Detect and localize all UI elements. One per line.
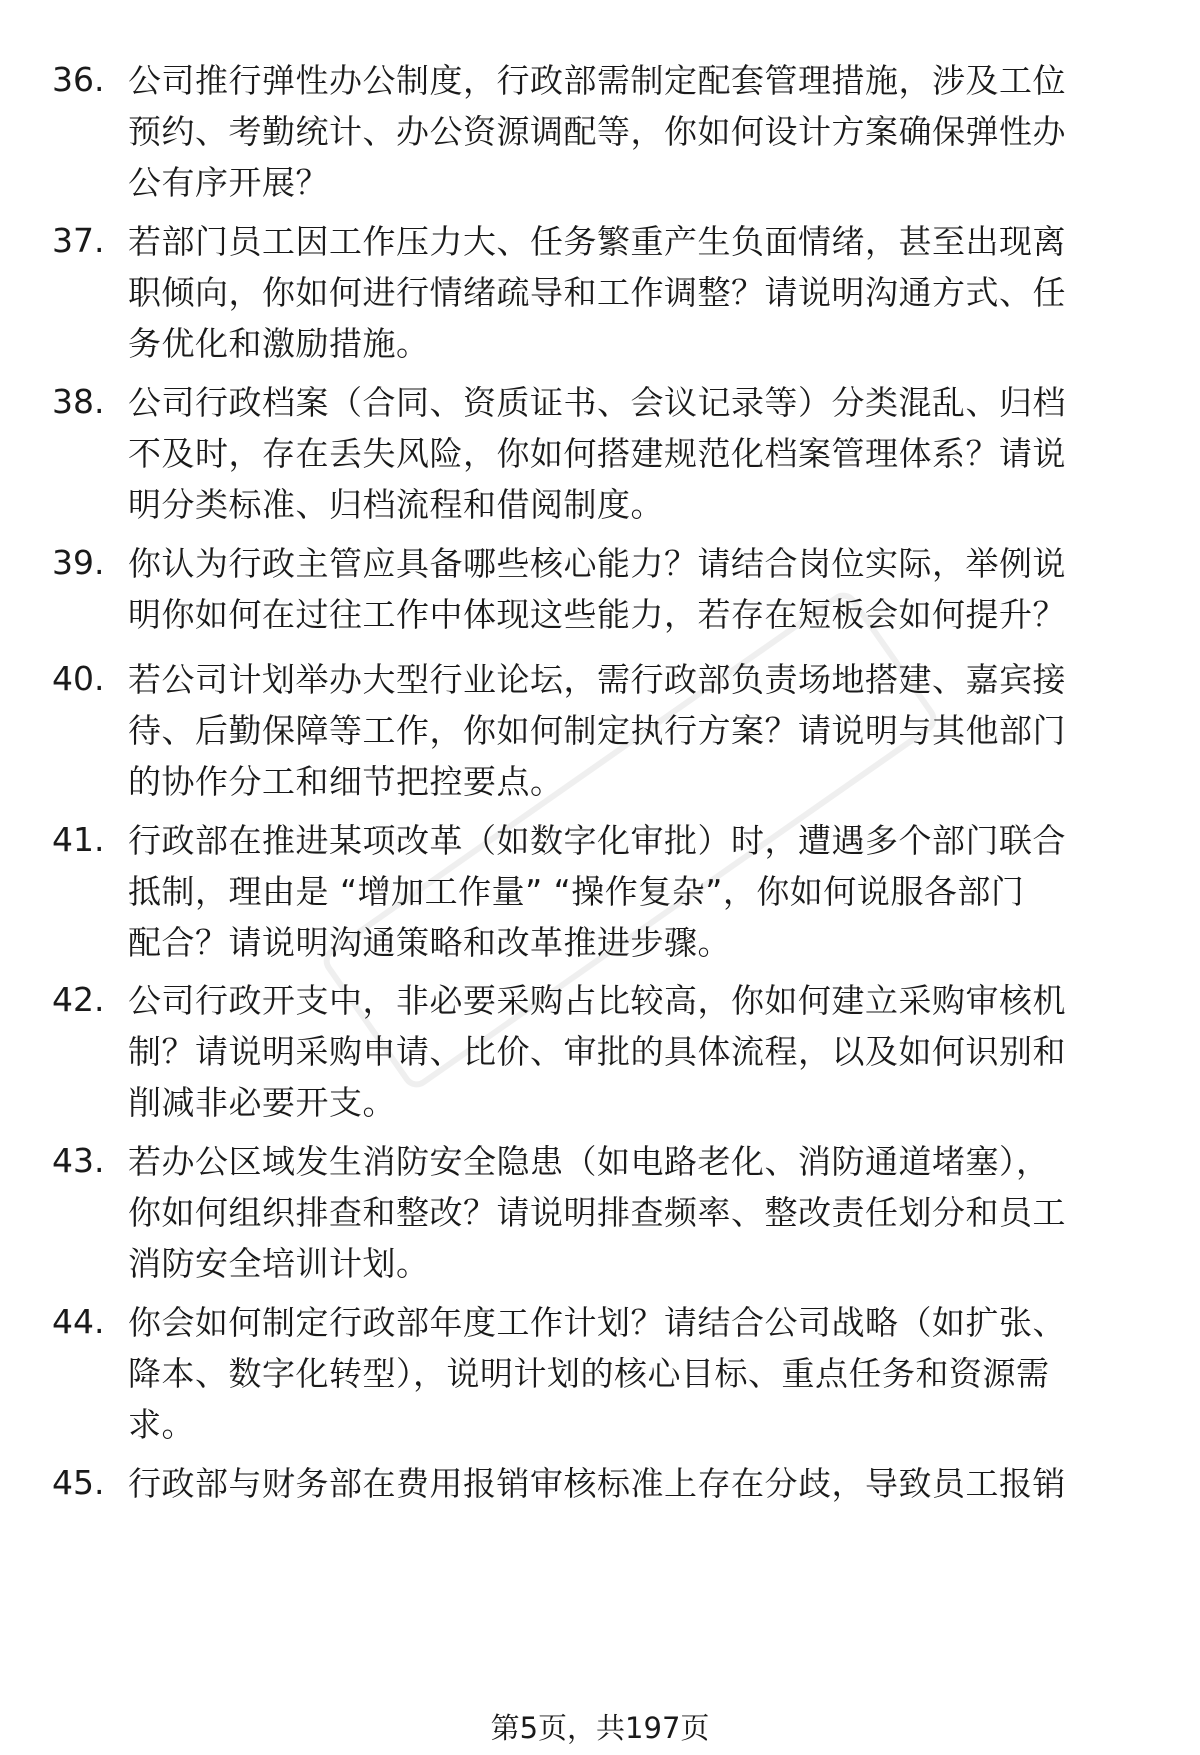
question-number: 37.	[52, 221, 105, 260]
question-number: 44.	[52, 1302, 105, 1341]
question-number: 39.	[52, 543, 105, 582]
question-text: 你会如何制定行政部年度工作计划？请结合公司战略（如扩张、 降本、数字化转型），说明计划的核心目标、重点任务和资源需 求。	[128, 1303, 1066, 1444]
question-number: 43.	[52, 1141, 105, 1180]
question-number: 40.	[52, 659, 105, 698]
question-text: 公司推行弹性办公制度，行政部需制定配套管理措施，涉及工位 预约、考勤统计、办公资源调配等，你如何设计方案确保弹性办 公有序开展？	[128, 61, 1066, 202]
question-number: 36.	[52, 60, 105, 99]
question-text: 你认为行政主管应具备哪些核心能力？请结合岗位实际，举例说 明你如何在过往工作中体现这些能力，若存在短板会如何提升？	[128, 544, 1066, 634]
question-number: 45.	[52, 1463, 105, 1502]
question-number: 41.	[52, 820, 105, 859]
question-text: 行政部与财务部在费用报销审核标准上存在分歧，导致员工报销	[128, 1464, 1066, 1503]
question-text: 行政部在推进某项改革（如数字化审批）时，遭遇多个部门联合 抵制，理由是 “增加工作量” “操作复杂”，你如何说服各部门 配合？请说明沟通策略和改革推进步骤。	[128, 821, 1066, 962]
question-number: 38.	[52, 382, 105, 421]
question-text: 若部门员工因工作压力大、任务繁重产生负面情绪，甚至出现离 职倾向，你如何进行情绪疏导和工作调整？请说明沟通方式、任 务优化和激励措施。	[128, 222, 1066, 363]
page-footer: 第5页，共197页	[490, 1711, 710, 1745]
question-text: 若办公区域发生消防安全隐患（如电路老化、消防通道堵塞）， 你如何组织排查和整改？请说明排查频率、整改责任划分和员工 消防安全培训计划。	[128, 1142, 1066, 1283]
question-text: 公司行政档案（合同、资质证书、会议记录等）分类混乱、归档 不及时，存在丢失风险，你如何搭建规范化档案管理体系？请说 明分类标准、归档流程和借阅制度。	[128, 383, 1066, 524]
question-text: 公司行政开支中，非必要采购占比较高，你如何建立采购审核机 制？请说明采购申请、比价、审批的具体流程，以及如何识别和 削减非必要开支。	[128, 981, 1066, 1122]
question-text: 若公司计划举办大型行业论坛，需行政部负责场地搭建、嘉宾接 待、后勤保障等工作，你如何制定执行方案？请说明与其他部门 的协作分工和细节把控要点。	[128, 660, 1066, 801]
question-number: 42.	[52, 980, 105, 1019]
